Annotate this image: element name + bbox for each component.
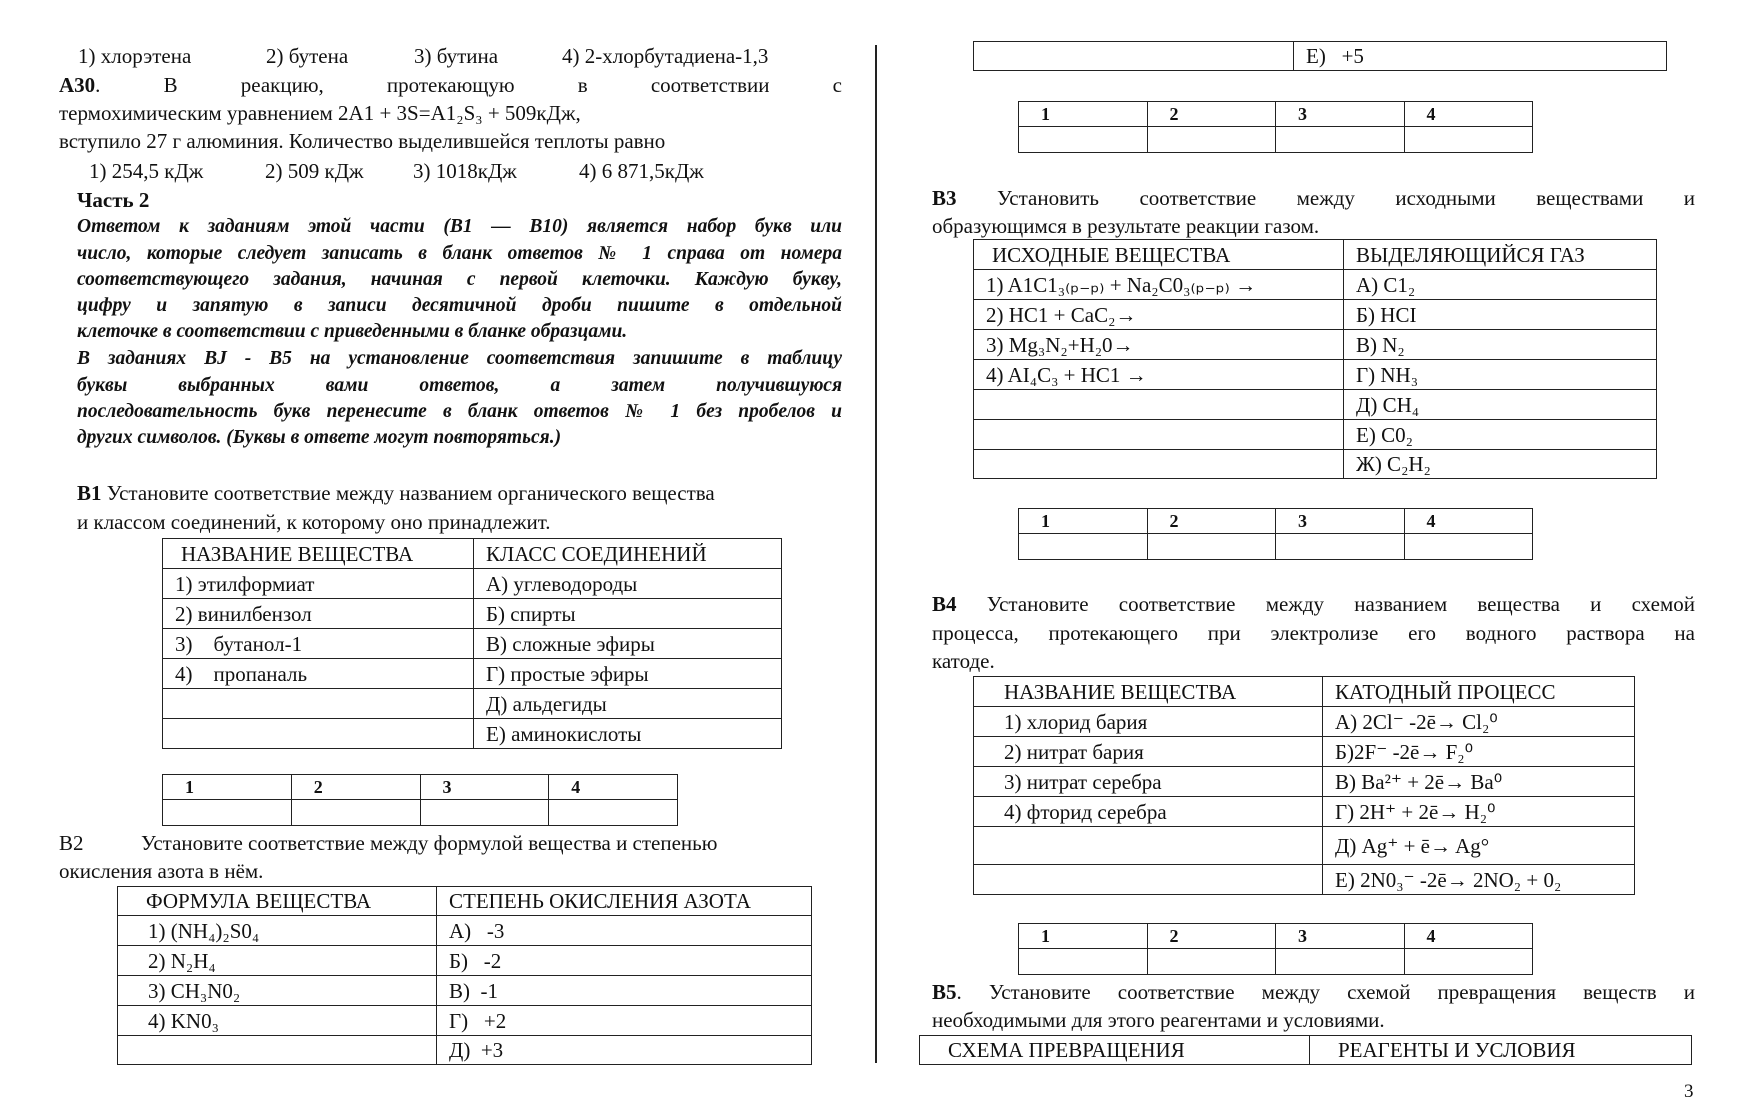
b1-cell: 3) бутанол-1: [163, 629, 474, 659]
b1-cell: 2) винилбензол: [163, 599, 474, 629]
answer-cell[interactable]: [1147, 534, 1276, 560]
b3-cell: [974, 450, 1344, 479]
b3-header: ИСХОДНЫЕ ВЕЩЕСТВА: [974, 240, 1344, 270]
page-number: 3: [1684, 1081, 1694, 1102]
b4-header: КАТОДНЫЙ ПРОЦЕСС: [1323, 677, 1635, 707]
b2-question-line1: [59, 829, 842, 857]
answer-col-header: 4: [549, 775, 678, 800]
answer-cell[interactable]: [1019, 127, 1148, 153]
answer-cell[interactable]: [420, 800, 549, 826]
b4-label: В4: [932, 592, 957, 616]
b2-header: ФОРМУЛА ВЕЩЕСТВА: [118, 887, 437, 916]
b4-cell: 2) нитрат бария: [974, 737, 1323, 767]
b3-question-line1: [932, 184, 1695, 212]
b4-cell: Б)2F⁻ -2ē→ F₂⁰: [1323, 737, 1635, 767]
answer-col-header: 4: [1404, 924, 1533, 949]
b4-text: Установите соответствие между названием вещества и схемой: [956, 592, 1695, 616]
b1-cell: Е) аминокислоты: [474, 719, 782, 749]
b5-table: [919, 1035, 1692, 1065]
answer-col-header: 2: [1147, 509, 1276, 534]
b4-table: [973, 676, 1635, 895]
b2-answer-grid: [1018, 101, 1533, 153]
b2-cell: Е) +5: [1294, 42, 1667, 71]
part2-instruction-line: других символов. (Буквы в ответе могут повторяться.): [77, 427, 562, 448]
b2-cell: [974, 42, 1294, 71]
b1-cell: 4) пропаналь: [163, 659, 474, 689]
answer-col-header: 3: [1276, 102, 1405, 127]
b3-cell: А) C1₂: [1344, 270, 1657, 300]
b2-header: СТЕПЕНЬ ОКИСЛЕНИЯ АЗОТА: [437, 887, 812, 916]
answer-cell[interactable]: [1019, 534, 1148, 560]
b1-answer-grid: [162, 774, 678, 826]
answer-cell[interactable]: [1019, 949, 1148, 975]
b2-cell: Д) +3: [437, 1036, 812, 1065]
b3-cell: 2) HC1 + CaC₂→: [974, 300, 1344, 330]
answer-cell[interactable]: [549, 800, 678, 826]
b3-table: [973, 239, 1657, 479]
part2-instruction-line: Ответом к заданиям этой части (В1 — В10) является набор букв или: [77, 216, 842, 237]
b2-text: Установите соответствие между формулой вещества и степенью: [141, 831, 718, 855]
b3-cell: Г) NH₃: [1344, 360, 1657, 390]
answer-cell[interactable]: [1276, 949, 1405, 975]
answer-cell[interactable]: [1147, 949, 1276, 975]
b3-cell: [974, 420, 1344, 450]
b4-cell: [974, 827, 1323, 865]
b5-question-line1: [932, 978, 1695, 1006]
b4-cell: В) Ba²⁺ + 2ē→ Ba⁰: [1323, 767, 1635, 797]
a30-option: 1) 254,5 кДж: [89, 159, 204, 183]
answer-cell[interactable]: [1404, 127, 1533, 153]
b1-header: КЛАСС СОЕДИНЕНИЙ: [474, 539, 782, 569]
b2-cell: 4) KN0₃: [118, 1006, 437, 1036]
b1-cell: [163, 689, 474, 719]
b4-cell: Д) Ag⁺ + ē→ Ag°: [1323, 827, 1635, 865]
b5-question-line2: необходимыми для этого реагентами и условиями.: [932, 1008, 1385, 1032]
b4-question-line1: [932, 590, 1695, 618]
b3-cell: 1) A1C1₃₍ₚ₋ₚ₎ + Na₂C0₃₍ₚ₋ₚ₎ →: [974, 270, 1344, 300]
b1-cell: В) сложные эфиры: [474, 629, 782, 659]
b1-text: Установите соответствие между названием органического вещества: [101, 481, 715, 505]
b4-cell: А) 2Cl⁻ -2ē→ Cl₂⁰: [1323, 707, 1635, 737]
answer-col-header: 3: [1276, 509, 1405, 534]
part2-title: Часть 2: [77, 188, 150, 212]
b2-cell: Б) -2: [437, 946, 812, 976]
b1-cell: Г) простые эфиры: [474, 659, 782, 689]
a30-line1: [59, 71, 842, 99]
b4-cell: Г) 2H⁺ + 2ē→ H₂⁰: [1323, 797, 1635, 827]
part2-instruction-line: буквы выбранных вами ответов, а затем получившуюся: [77, 375, 842, 396]
answer-col-header: 2: [1147, 924, 1276, 949]
b3-text: Установить соответствие между исходными веществами и: [956, 186, 1695, 210]
answer-col-header: 1: [1019, 509, 1148, 534]
b2-label: В2: [59, 831, 84, 855]
b4-cell: [974, 865, 1323, 895]
a29-option: 4) 2-хлорбутадиена-1,3: [562, 44, 769, 68]
b4-answer-grid: [1018, 923, 1533, 975]
b3-cell: 3) Mg₃N₂+H₂0→: [974, 330, 1344, 360]
b4-cell: 3) нитрат серебра: [974, 767, 1323, 797]
answer-cell[interactable]: [1276, 127, 1405, 153]
answer-col-header: 2: [291, 775, 420, 800]
answer-cell[interactable]: [163, 800, 292, 826]
a30-option: 4) 6 871,5кДж: [579, 159, 704, 183]
a29-option: 3) бутина: [414, 44, 499, 68]
a30-options: [89, 157, 704, 185]
b2-question-line2: окисления азота в нём.: [59, 859, 264, 883]
b2-table-continued: [973, 41, 1667, 71]
b4-cell: 4) фторид серебра: [974, 797, 1323, 827]
b3-cell: 4) AI₄C₃ + HC1 →: [974, 360, 1344, 390]
answer-col-header: 3: [420, 775, 549, 800]
part2-instruction-line: цифру и запятую в записи десятичной дроби пишите в отдельной: [77, 295, 842, 316]
a29-option: 2) бутена: [266, 44, 349, 68]
part2-instruction-line: клеточке в соответствии с приведенными в бланке образцами.: [77, 321, 628, 342]
b5-text: . Установите соответствие между схемой превращения веществ и: [956, 980, 1695, 1004]
a29-option: 1) хлорэтена: [78, 44, 192, 68]
b1-question-line2: и классом соединений, к которому оно принадлежит.: [77, 510, 551, 534]
answer-col-header: 1: [163, 775, 292, 800]
answer-col-header: 3: [1276, 924, 1405, 949]
b2-cell: 1) (NH₄)₂S0₄: [118, 916, 437, 946]
column-divider: [875, 45, 877, 1063]
b4-question-line2: процесса, протекающего при электролизе его водного раствора на: [932, 621, 1695, 645]
b3-cell: Е) C0₂: [1344, 420, 1657, 450]
answer-cell[interactable]: [1276, 534, 1405, 560]
b3-cell: [974, 390, 1344, 420]
b1-cell: Д) альдегиды: [474, 689, 782, 719]
b5-header: РЕАГЕНТЫ И УСЛОВИЯ: [1310, 1036, 1692, 1065]
a29-options: [78, 42, 768, 70]
b3-answer-grid: [1018, 508, 1533, 560]
answer-col-header: 4: [1404, 102, 1533, 127]
a30-option: 3) 1018кДж: [413, 159, 517, 183]
b2-cell: Г) +2: [437, 1006, 812, 1036]
b2-cell: [118, 1036, 437, 1065]
answer-cell[interactable]: [291, 800, 420, 826]
b1-cell: 1) этилформиат: [163, 569, 474, 599]
part2-instruction-line: число, которые следует записать в бланк ответов № 1 справа от номера: [77, 243, 842, 264]
part2-instruction-line: В заданиях BJ - В5 на установление соответствия запишите в таблицу: [77, 348, 842, 369]
b3-label: В3: [932, 186, 957, 210]
b2-cell: 2) N₂H₄: [118, 946, 437, 976]
b1-question-line1: [77, 479, 715, 507]
answer-col-header: 1: [1019, 102, 1148, 127]
b3-header: ВЫДЕЛЯЮЩИЙСЯ ГАЗ: [1344, 240, 1657, 270]
b1-cell: Б) спирты: [474, 599, 782, 629]
answer-col-header: 2: [1147, 102, 1276, 127]
b4-header: НАЗВАНИЕ ВЕЩЕСТВА: [974, 677, 1323, 707]
answer-col-header: 1: [1019, 924, 1148, 949]
a30-option: 2) 509 кДж: [265, 159, 364, 183]
b1-label: В1: [77, 481, 102, 505]
b2-cell: В) -1: [437, 976, 812, 1006]
answer-cell[interactable]: [1404, 949, 1533, 975]
part2-instruction-line: соответствующего задания, начиная с первой клеточки. Каждую букву,: [77, 269, 842, 290]
a30-line2: термохимическим уравнением 2А1 + 3S=A1₂S₃ + 509кДж,: [59, 101, 581, 125]
a30-line3: вступило 27 г алюминия. Количество выделившейся теплоты равно: [59, 129, 666, 153]
b3-question-line2: образующимся в результате реакции газом.: [932, 214, 1320, 238]
b1-header: НАЗВАНИЕ ВЕЩЕСТВА: [163, 539, 474, 569]
b3-cell: Ж) C₂H₂: [1344, 450, 1657, 479]
a30-label: А30: [59, 73, 96, 97]
b5-header: СХЕМА ПРЕВРАЩЕНИЯ: [920, 1036, 1310, 1065]
b5-label: В5: [932, 980, 957, 1004]
b1-cell: А) углеводороды: [474, 569, 782, 599]
b2-table: [117, 886, 812, 1065]
b3-cell: В) N₂: [1344, 330, 1657, 360]
answer-col-header: 4: [1404, 509, 1533, 534]
b1-table: [162, 538, 782, 749]
answer-cell[interactable]: [1147, 127, 1276, 153]
a30-text: . В реакцию, протекающую в соответствии с: [95, 73, 842, 97]
b2-cell: 3) CH₃N0₂: [118, 976, 437, 1006]
b4-question-line3: катоде.: [932, 649, 995, 673]
b3-cell: Д) CH₄: [1344, 390, 1657, 420]
b3-cell: Б) HCI: [1344, 300, 1657, 330]
b4-cell: 1) хлорид бария: [974, 707, 1323, 737]
part2-instruction-line: последовательность букв перенесите в бланк ответов № 1 без пробелов и: [77, 401, 842, 422]
b2-cell: А) -3: [437, 916, 812, 946]
b1-cell: [163, 719, 474, 749]
answer-cell[interactable]: [1404, 534, 1533, 560]
b4-cell: Е) 2N0₃⁻ -2ē→ 2NO₂ + 0₂: [1323, 865, 1635, 895]
